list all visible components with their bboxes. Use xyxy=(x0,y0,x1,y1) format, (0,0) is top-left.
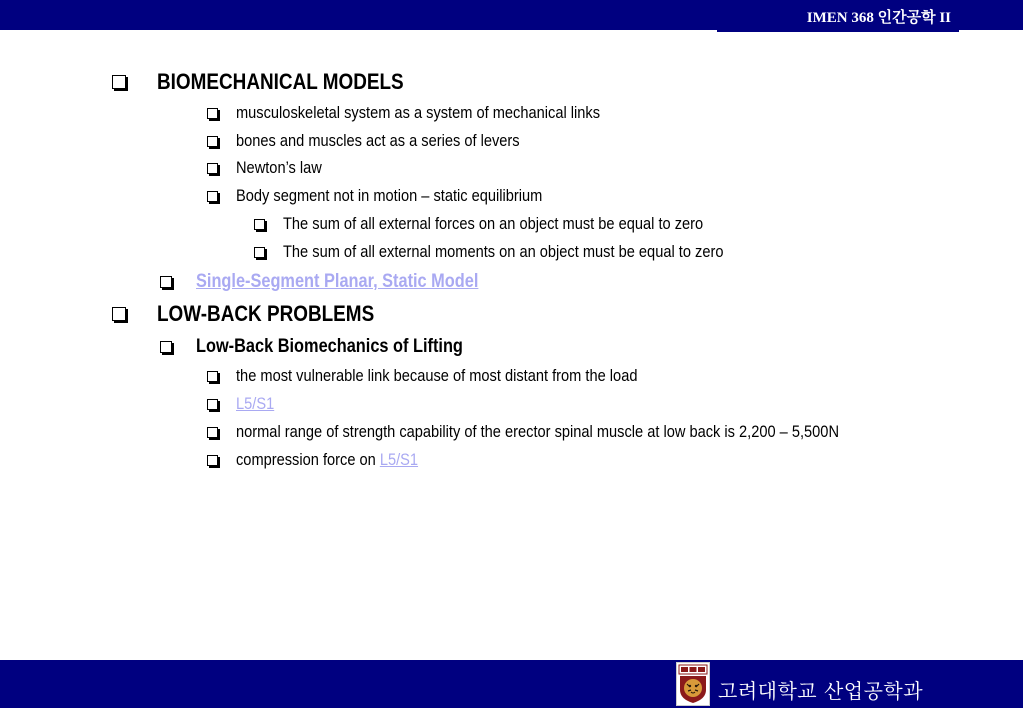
checkbox-bullet-icon xyxy=(254,247,265,258)
list-item xyxy=(254,213,772,235)
heading-text: BIOMECHANICAL MODELS xyxy=(157,69,404,94)
list-item-text: Body segment not in motion – static equilibrium xyxy=(236,186,543,205)
checkbox-bullet-icon xyxy=(207,136,218,147)
checkbox-bullet-icon xyxy=(207,455,218,466)
heading-text: LOW-BACK PROBLEMS xyxy=(157,301,375,326)
outline-heading-biomechanical-models xyxy=(112,69,444,95)
checkbox-bullet-icon xyxy=(160,341,172,353)
list-item xyxy=(207,185,592,207)
list-item-text xyxy=(236,450,418,470)
list-item xyxy=(254,241,795,263)
checkbox-bullet-icon xyxy=(112,307,126,321)
checkbox-bullet-icon xyxy=(207,371,218,382)
compression-force-text: compression force on xyxy=(236,450,380,469)
subheading-text: Low-Back Biomechanics of Lifting xyxy=(196,336,463,357)
checkbox-bullet-icon xyxy=(254,219,265,230)
list-item-text: Newton’s law xyxy=(236,158,322,177)
l5-s1-link[interactable]: L5/S1 xyxy=(236,394,275,413)
checkbox-bullet-icon xyxy=(207,163,218,174)
list-item-text: musculoskeletal system as a system of mechanical links xyxy=(236,103,601,122)
checkbox-bullet-icon xyxy=(112,75,126,89)
list-item-text: the most vulnerable link because of most distant from the load xyxy=(236,366,638,385)
checkbox-bullet-icon xyxy=(207,108,218,119)
list-item-text: bones and muscles act as a series of levers xyxy=(236,131,520,150)
single-segment-model-link[interactable]: Single-Segment Planar, Static Model xyxy=(196,271,479,292)
list-item-text: The sum of all external forces on an object must be equal to zero xyxy=(283,214,704,233)
header-underline xyxy=(717,30,959,32)
university-name: 고려대학교 산업공학과 xyxy=(718,679,924,703)
list-item xyxy=(207,393,280,415)
list-item xyxy=(207,365,703,387)
checkbox-bullet-icon xyxy=(207,191,218,202)
checkbox-bullet-icon xyxy=(160,276,172,288)
outline-heading-low-back-problems xyxy=(112,301,410,327)
checkbox-bullet-icon xyxy=(207,427,218,438)
outline-subheading-lifting xyxy=(160,335,506,359)
list-item xyxy=(207,130,566,152)
list-item xyxy=(207,157,336,179)
header-bar xyxy=(0,0,1023,30)
list-item xyxy=(207,449,448,471)
l5-s1-link[interactable]: L5/S1 xyxy=(379,450,419,469)
list-item xyxy=(207,421,937,443)
course-title: IMEN 368 인간공학 II xyxy=(806,10,951,26)
checkbox-bullet-icon xyxy=(207,399,218,410)
korea-university-tiger-crest-icon xyxy=(676,662,710,706)
list-item xyxy=(207,102,659,124)
list-item-text: The sum of all external moments on an object must be equal to zero xyxy=(283,242,724,261)
list-item-text: normal range of strength capability of the erector spinal muscle at low back is 2,200 – 5,500N xyxy=(236,422,840,441)
outline-item-single-segment xyxy=(160,270,524,294)
